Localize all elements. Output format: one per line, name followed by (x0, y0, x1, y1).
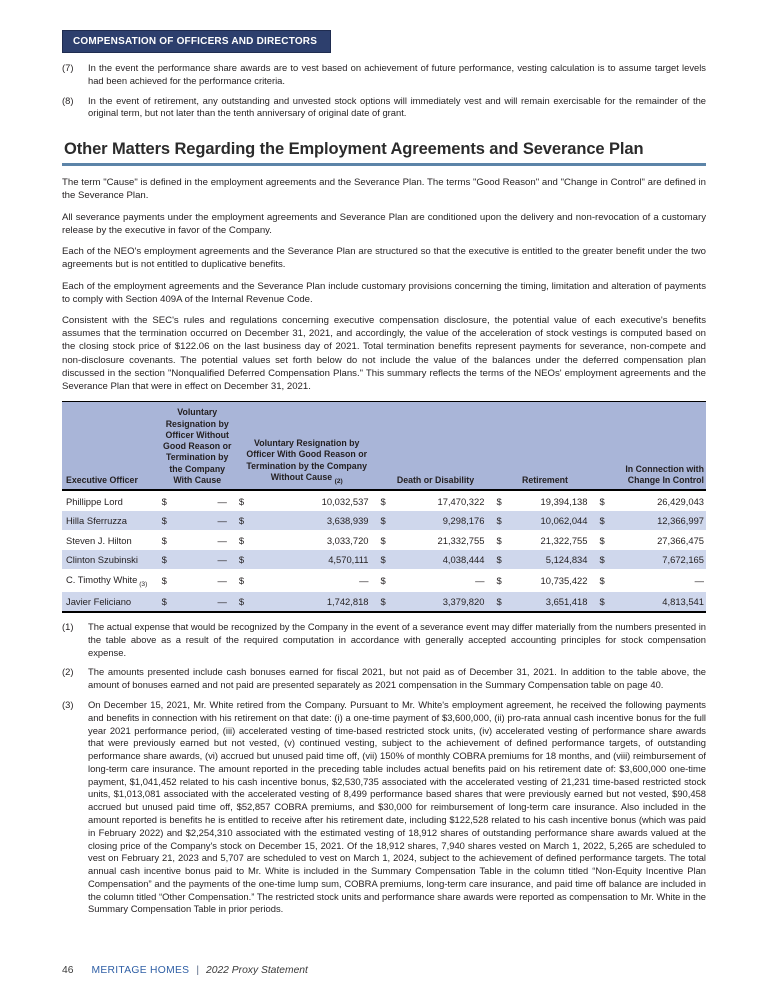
amount-value: 17,470,322 (437, 495, 485, 507)
currency-symbol: $ (380, 495, 386, 507)
amount-cell (236, 490, 378, 511)
amount-value: 5,124,834 (545, 554, 588, 566)
paragraph: Each of the NEO's employment agreements and the Severance Plan are structured so that the executive is entitled to the greater benefit under the two agreements but is not entitled to duplicative benefits. (62, 246, 706, 271)
amount-cell (493, 569, 596, 591)
amount-cell (596, 530, 706, 550)
amount-value: 19,394,138 (540, 495, 588, 507)
col-header-retirement: Retirement (493, 402, 596, 490)
footnote-number: (8) (62, 94, 74, 106)
amount-value: — (217, 495, 227, 507)
footnote-number: (3) (62, 698, 74, 710)
amount-value: 4,038,444 (442, 554, 485, 566)
paragraph: Consistent with the SEC's rules and regulations concerning executive compensation disclosure, the potential value of each executive's benefits assumes that the termination occurred on December 31, 2021, and accordingly, the value of the acceleration of stock vestings is computed based on the closing stock price of $122.06 on the last business day of 2021. Total termination benefits represent payments for severance, non-compete and non-disclosure covenants. The potential values set forth below do not include the value of the balances under the deferred compensation plan discussed in the section "Nonqualified Deferred Compensation Plans." This summary reflects the terms of the NEOs' employment agreements and the Severance Plan that were in effect on December 31, 2021. (62, 315, 706, 393)
table-row (62, 569, 706, 591)
footer-separator: | (196, 965, 199, 976)
top-footnotes (62, 62, 706, 120)
amount-value: 10,735,422 (540, 575, 588, 587)
executive-name: Clinton Szubinski (62, 550, 159, 570)
amount-cell (596, 550, 706, 570)
footnote-number: (2) (62, 666, 74, 678)
currency-symbol: $ (161, 575, 167, 587)
table-row (62, 550, 706, 570)
currency-symbol: $ (380, 575, 386, 587)
amount-value: — (359, 575, 369, 587)
currency-symbol: $ (238, 495, 245, 507)
amount-cell (236, 550, 378, 570)
currency-symbol: $ (380, 554, 386, 566)
amount-cell (159, 511, 236, 531)
amount-value: 4,813,541 (662, 596, 704, 608)
amount-value: 3,651,418 (545, 596, 588, 608)
paragraph: All severance payments under the employment agreements and Severance Plan are conditioned upon the delivery and non-revocation of a customary release by the executive in favor of the Company. (62, 211, 706, 236)
amount-value: 3,638,939 (326, 515, 369, 527)
amount-value: 10,062,044 (540, 515, 588, 527)
currency-symbol: $ (238, 554, 245, 566)
footnote-ref: (3) (137, 580, 148, 588)
title-underline (62, 163, 706, 166)
footnote-text: The actual expense that would be recognized by the Company in the event of a severance event may differ materially from the numbers presented in the table above as a result of the required computation in accordance with generally accepted accounting principles for stock compensation expense. (88, 621, 706, 658)
table-row (62, 511, 706, 531)
currency-symbol: $ (161, 554, 167, 566)
amount-cell (236, 592, 378, 613)
amount-cell (159, 569, 236, 591)
currency-symbol: $ (238, 596, 245, 608)
amount-value: 3,379,820 (442, 596, 485, 608)
amount-value: — (217, 554, 227, 566)
currency-symbol: $ (599, 596, 605, 608)
footnote (62, 62, 706, 88)
amount-value: 27,366,475 (657, 534, 704, 546)
col-header-voluntary-without-cause: Voluntary Resignation by Officer With Good Reason or Termination by the Company Without Cause $_{(2)}$ (236, 402, 378, 490)
amount-cell (596, 592, 706, 613)
amount-value: 26,429,043 (657, 495, 704, 507)
amount-cell (493, 592, 596, 613)
amount-value: 7,672,165 (662, 554, 704, 566)
currency-symbol: $ (161, 534, 167, 546)
amount-cell (493, 550, 596, 570)
currency-symbol: $ (238, 575, 245, 587)
page-number: 46 (62, 965, 74, 976)
footnote-ref: (2) (334, 477, 343, 485)
amount-value: 10,032,537 (321, 495, 369, 507)
footnote-number: (1) (62, 621, 74, 633)
amount-value: 12,366,997 (657, 515, 704, 527)
amount-cell (159, 550, 236, 570)
amount-value: 4,570,111 (328, 554, 369, 566)
section-banner: COMPENSATION OF OFFICERS AND DIRECTORS (62, 30, 331, 53)
amount-cell (378, 511, 494, 531)
amount-cell (493, 511, 596, 531)
currency-symbol: $ (238, 515, 245, 527)
amount-cell (596, 569, 706, 591)
amount-cell (236, 530, 378, 550)
executive-name: Steven J. Hilton (66, 534, 132, 546)
currency-symbol: $ (599, 515, 605, 527)
amount-value: 3,033,720 (326, 534, 369, 546)
col-header-death-or-disability: Death or Disability (378, 402, 494, 490)
amount-value: — (217, 596, 227, 608)
currency-symbol: $ (238, 534, 245, 546)
currency-symbol: $ (161, 596, 167, 608)
footnote (62, 699, 706, 916)
page-title: Other Matters Regarding the Employment Agreements and Severance Plan (64, 140, 644, 159)
amount-value: — (217, 515, 227, 527)
currency-symbol: $ (161, 495, 167, 507)
table-row (62, 592, 706, 613)
currency-symbol: $ (380, 515, 386, 527)
footnote (62, 666, 706, 692)
amount-cell (378, 490, 494, 511)
amount-value: — (694, 575, 704, 587)
amount-cell (378, 569, 494, 591)
amount-value: 21,332,755 (437, 534, 485, 546)
currency-symbol: $ (599, 495, 605, 507)
brand-name: MERITAGE HOMES (91, 965, 190, 976)
col-header-change-in-control: In Connection with Change In Control (596, 402, 706, 490)
executive-name: Javier Feliciano (62, 592, 159, 613)
footnote (62, 621, 706, 659)
currency-symbol: $ (496, 575, 502, 587)
table-row (62, 530, 706, 550)
paragraph: Each of the employment agreements and the Severance Plan include customary provisions concerning the timing, limitation and alteration of payments to comply with Section 409A of the Internal Revenue Code. (62, 280, 706, 305)
currency-symbol: $ (599, 534, 605, 546)
paragraph: The term "Cause" is defined in the employment agreements and the Severance Plan. The terms "Good Reason" and "Change in Control" are defined in the Severance Plan. (62, 177, 706, 202)
currency-symbol: $ (496, 554, 502, 566)
document-title: 2022 Proxy Statement (206, 965, 308, 976)
amount-cell (236, 569, 378, 591)
amount-cell (493, 530, 596, 550)
amount-cell (378, 530, 494, 550)
executive-name: Hilla Sferruzza (62, 511, 159, 531)
amount-value: 1,742,818 (326, 596, 369, 608)
amount-cell (159, 490, 236, 511)
footnote-number: (7) (62, 62, 74, 73)
amount-cell (596, 490, 706, 511)
amount-cell (493, 490, 596, 511)
footnote-text: The amounts presented include cash bonuses earned for fiscal 2021, but not paid as of December 31, 2021. In addition to the table above, the amount of bonuses earned and not paid are presented separately as 2021 compensation in the Summary Compensation table on page 40. (88, 666, 706, 691)
table-row (62, 490, 706, 511)
col-header-executive-officer: Executive Officer (62, 402, 159, 490)
amount-value: — (217, 534, 227, 546)
table-header (62, 402, 706, 490)
amount-value: 9,298,176 (442, 515, 485, 527)
currency-symbol: $ (496, 495, 502, 507)
currency-symbol: $ (161, 515, 167, 527)
section-paragraphs (62, 176, 706, 393)
currency-symbol: $ (599, 575, 605, 587)
amount-cell (596, 511, 706, 531)
bottom-footnotes (62, 621, 706, 916)
table-body (62, 490, 706, 612)
col-header-voluntary-with-cause: Voluntary Resignation by Officer Without Good Reason or Termination by the Company With Cause (159, 402, 236, 490)
footnote (62, 95, 706, 121)
amount-cell (378, 592, 494, 613)
severance-benefits-table (62, 401, 706, 613)
footnote-text: In the event the performance share awards are to vest based on achievement of future performance, vesting calculation is to assume target levels had been achieved for the performance criteria. (88, 62, 706, 86)
amount-cell (236, 511, 378, 531)
currency-symbol: $ (496, 596, 502, 608)
amount-cell (159, 530, 236, 550)
currency-symbol: $ (496, 534, 502, 546)
currency-symbol: $ (380, 534, 386, 546)
amount-value: 21,322,755 (540, 534, 588, 546)
currency-symbol: $ (496, 515, 502, 527)
amount-value: — (475, 575, 485, 587)
footnote-text: In the event of retirement, any outstanding and unvested stock options will immediately vest and will remain exercisable for the remainder of the original term, but not later than the tenth anniversary of original date of grant. (88, 94, 706, 119)
executive-name: C. Timothy White $_{(3)}$ (66, 573, 148, 588)
page-footer (62, 965, 308, 976)
footnote-text: On December 15, 2021, Mr. White retired from the Company. Pursuant to Mr. White's employment agreement, he received the following payments and benefits in connection with his retirement on that date: (i) a one-time payment of $3,600,000, (ii) pro-rata annual cash incentive bonus for the full year 2021 performance period, (iii) accelerated vesting of time-based restricted stock units, (iv) accelerated vesting of performance share awards that were previously earned but not vested, (v) continued vesting, subject to the achievement of defined performance targets, of outstanding performance share awards, (vi) accrued but unused paid time off, (vii) 150% of monthly COBRA premiums for 18 months, and (viii) reimbursement of long-term care insurance. The amount reported in the preceding table includes actual benefits paid on his retirement date of: $3,600,000 one-time payment, $1,041,452 related to his cash incentive bonus, $2,530,735 associated with the accelerated vesting of 21,231 time-based restricted stock units, $1,013,081 associated with the accelerated vesting of 8,499 performance based shares that were previously earned but not vested, $90,458 accrued but unused paid time off, $52,857 COBRA premiums, and $30,000 for reimbursement of long-term care insurance. Also included in the amount reported is benefits he is entitled to receive after his retirement date, including $122,528 related to his cash incentive bonus (which was paid in February 2022) and $2,254,310 associated with the estimated vesting of 18,912 shares of outstanding performance share awards valued at the closing price of the Company's stock on December 15, 2021. Of the 18,912 shares, 7,940 shares vested on March 1, 2022, 5,265 are scheduled to vest on February 21, 2023 and 5,707 are scheduled to vest on March 1, 2024, subject to the achievement of defined performance targets. The total annual cash incentive bonus paid to Mr. White is included in the Summary Compensation Table in the column titled “Non-Equity Incentive Plan Compensation” and the payments of the one-time lump sum, COBRA premiums, long-term care insurance, and paid time off balance are included in the column titled “Other Compensation.” The restricted stock units and performance share awards were reported as compensation to Mr. White in the Summary Compensation Table in prior periods. (88, 698, 706, 915)
executive-name: Phillippe Lord (66, 495, 123, 507)
currency-symbol: $ (380, 596, 386, 608)
amount-cell (159, 592, 236, 613)
currency-symbol: $ (599, 554, 605, 566)
amount-value: — (217, 575, 227, 587)
amount-cell (378, 550, 494, 570)
